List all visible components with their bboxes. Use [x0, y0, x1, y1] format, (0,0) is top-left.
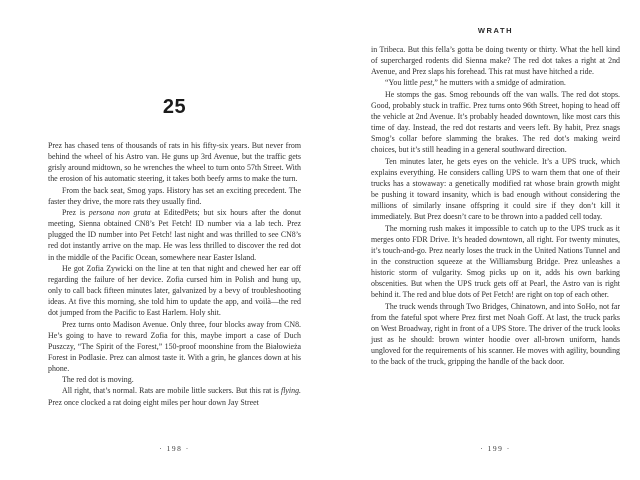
page-number-left: · 198 ·	[159, 444, 190, 453]
paragraph: Ten minutes later, he gets eyes on the vehicle. It’s a UPS truck, which explains everything. He considers calling UPS to warn them that one of their trucks has a stowaway: a genetically modified rat whose brain growth might be pushing it toward insanity, which is bad enough without considering the millions of similarly insane offspring it could sire if they don’t kill it immediately. But Prez doesn’t care to be thrown into a padded cell today.	[371, 156, 620, 222]
right-text-column	[371, 44, 620, 368]
page-number-right: · 199 ·	[480, 444, 511, 453]
paragraph: Prez turns onto Madison Avenue. Only three, four blocks away from CN8. He’s going to have to reward Zofia for this, maybe import a case of Duch Puszczy, “The Spirit of the Forest,” 150-proof moonshine from the Białowieża Forest in Podlasie. Prez can almost taste it. With a grin, he glances down at his phone.	[48, 319, 301, 374]
paragraph: All right, that’s normal. Rats are mobile little suckers. But this rat is flying. Prez once clocked a rat doing eight miles per hour down Jay Street	[48, 386, 301, 407]
paragraph: The red dot is moving.	[62, 375, 134, 385]
paragraph: The morning rush makes it impossible to catch up to the UPS truck as it merges onto FDR Drive. It’s headed downtown, all right. For twenty minutes, it’s touch-and-go. Prez nearly loses the truck in the United Nations Tunnel and in the construction squeeze at the Williamsburg Bridge. Prez unleashes a historic storm of vulgarity. Smog picks up on it, adds his own barking obscenities. But when the UPS truck gets off at Pearl, the Astro van is right behind it. The red and blue dots of Pet Fetch! are right on top of each other.	[371, 223, 620, 300]
paragraph: He stomps the gas. Smog rebounds off the van walls. The red dot stops. Good, probably stuck in traffic. Prez turns onto 96th Street, hoping to head off the vehicle at 2nd Avenue. It’s probably headed downtown, like most cars this time of day. Instead, the red dot restarts and veers left. By habit, Prez snags Smog’s collar before slamming the brakes. The red dot’s making weird choices, but it’s still heading in a general southward direction.	[371, 89, 620, 155]
running-header: WRATH	[477, 26, 514, 35]
page-left	[48, 0, 301, 480]
paragraph: in Tribeca. But this fella’s gotta be doing twenty or thirty. What the hell kind of supercharged rodents did Sienna make? The red dot takes a right at 2nd Avenue, and Prez slaps his forehead. This rat must have hitched a ride.	[371, 45, 620, 77]
paragraph: Prez is persona non grata at EditedPets; but six hours after the donut meeting, Sienna obtained CN8’s Pet Fetch! ID number via a lab tech. Prez plugged the ID number into Pet Fetch! last night and was thrilled to see CN8’s red dot instantly arrive on the map. He was less thrilled to discover the red dot in the middle of the Pacific Ocean, somewhere near Easter Island.	[48, 207, 302, 262]
paragraph: Prez has chased tens of thousands of rats in his fifty-six years. But never from behind the wheel of his Astro van. He guns up 3rd Avenue, but the traffic gets grisly around midtown, so he wrenches the wheel to turn onto 57th Street. With the erosion of his automatic steering, it takes both beefy arms to make the turn.	[48, 141, 301, 184]
paragraph: “You little pest,” he mutters with a smidge of admiration.	[385, 78, 566, 88]
page-right	[371, 0, 620, 480]
paragraph: The truck wends through Two Bridges, Chinatown, and into SoHo, not far from the fateful spot where Prez first met Noah Goff. At last, the truck parks on West Broadway, right in front of a UPS Store. The driver of the truck looks just as he should: brown winter hoodie over all-brown uniform, hands ungloved for the requirements of his scanner. He moves with agility, bounding to the back of the truck, gripping the handle of the back door.	[371, 301, 620, 367]
paragraph: From the back seat, Smog yaps. History has set an exciting precedent. The faster they drive, the more rats they usually find.	[48, 185, 301, 206]
paragraph: He got Zofia Zywicki on the line at ten that night and chewed her ear off regarding the failure of her device. Zofia cursed him in Polish and hung up, only to call back fifteen minutes later, galvanized by a bevy of troubleshooting ideas. At five this morning, she told him to update the app, and voilà—the red dot jumped from the Pacific to East Harlem. Holy shit.	[48, 263, 301, 318]
left-text-column	[48, 140, 301, 408]
chapter-number: 25	[162, 96, 187, 118]
